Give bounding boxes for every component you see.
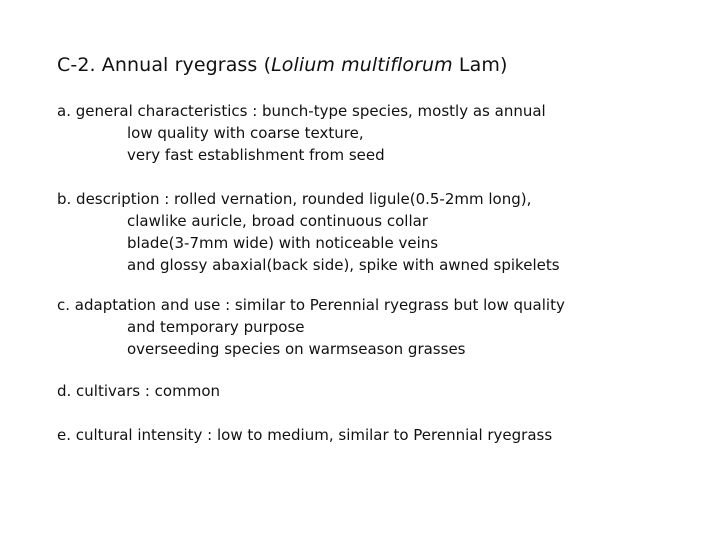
section-adaptation-and-use	[57, 294, 565, 360]
section-detail-line: low quality with coarse texture,	[127, 124, 364, 142]
section-heading-line: e. cultural intensity : low to medium, similar to Perennial ryegrass	[57, 426, 553, 444]
section-detail-line: clawlike auricle, broad continuous collar	[127, 212, 428, 230]
section-description	[57, 188, 560, 276]
section-detail-line: and temporary purpose	[127, 318, 305, 336]
title-suffix: Lam)	[452, 54, 508, 76]
slide-title	[57, 52, 507, 78]
section-detail-line: blade(3-7mm wide) with noticeable veins	[127, 234, 439, 252]
section-cultural-intensity	[57, 424, 552, 446]
section-cultivars	[57, 380, 220, 402]
section-heading-line: a. general characteristics : bunch-type species, mostly as annual	[57, 102, 546, 120]
section-heading-line: b. description : rolled vernation, rounded ligule(0.5-2mm long),	[57, 190, 532, 208]
section-heading-line: c. adaptation and use : similar to Perennial ryegrass but low quality	[57, 296, 565, 314]
section-detail-line: very fast establishment from seed	[127, 146, 385, 164]
section-heading-line: d. cultivars : common	[57, 382, 221, 400]
section-general-characteristics	[57, 100, 546, 166]
title-prefix: C-2. Annual ryegrass (	[57, 54, 272, 76]
section-detail-line: overseeding species on warmseason grasses	[127, 340, 466, 358]
section-detail-line: and glossy abaxial(back side), spike with awned spikelets	[127, 256, 560, 274]
title-scientific-name: Lolium multiflorum	[271, 54, 453, 76]
